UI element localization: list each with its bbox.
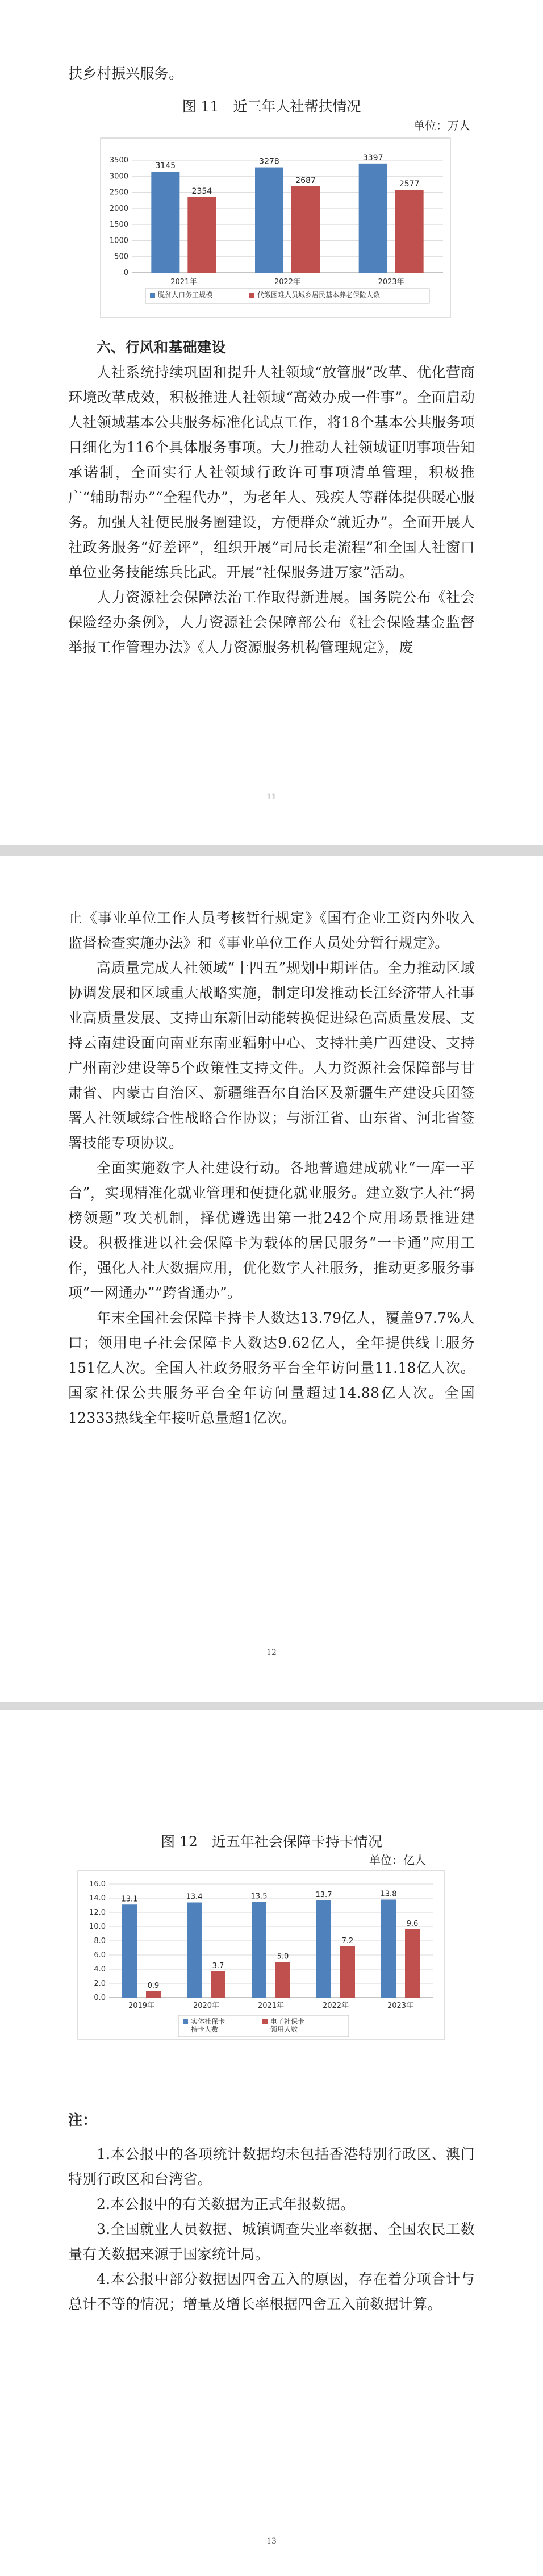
- x-tick-label: 2021年: [257, 2002, 285, 2010]
- note-item: 4.本公报中部分数据因四舍五入的原因，存在着分项合计与总计不等的情况；增量及增长率根据四舍五入前数据计算。: [68, 2271, 475, 2312]
- bar: [291, 186, 320, 273]
- figure-11-unit: 单位：万人: [413, 119, 470, 132]
- note-item: 2.本公报中的有关数据为正式年报数据。: [97, 2196, 355, 2212]
- figure-12-chart: [77, 1870, 446, 2041]
- page-12-body: [68, 906, 475, 1431]
- legend-swatch: [150, 293, 155, 298]
- bar: [187, 1903, 202, 1998]
- x-tick-label: 2022年: [274, 278, 301, 286]
- x-tick-label: 2023年: [378, 278, 404, 286]
- bar: [122, 1904, 137, 1998]
- y-tick-label: 12.0: [89, 1908, 106, 1917]
- legend-label: 实体社保卡: [191, 2018, 225, 2025]
- y-tick-label: 2500: [109, 188, 128, 197]
- y-tick-label: 10.0: [89, 1923, 106, 1931]
- section-title: 六、行风和基础建设: [97, 339, 226, 356]
- legend-label: 领用人数: [270, 2025, 298, 2033]
- x-tick-label: 2023年: [387, 2002, 414, 2010]
- legend-swatch: [249, 293, 254, 298]
- figure-11-title: 图 11 近三年人社帮扶情况: [182, 98, 361, 115]
- bar: [405, 1929, 420, 1998]
- paragraph: 年末全国社会保障卡持卡人数达13.79亿人，覆盖97.7%人口；领用电子社会保障卡人数达9.62亿人，全年提供线上服务151亿人次。全国人社政务服务平台全年访问量11.18亿人次。国家社保公共服务平台全年访问量超过14.88亿人次。全国12333热线全年接听总量超1亿次。: [68, 1310, 475, 1426]
- data-label: 13.8: [380, 1890, 397, 1899]
- bar: [381, 1900, 396, 1998]
- paragraph: 人力资源社会保障法治工作取得新进展。国务院公布《社会保险经办条例》，人力资源社会保障部公布《社会保险基金监督举报工作管理办法》《人力资源服务机构管理规定》，废: [68, 589, 475, 656]
- legend-label: 持卡人数: [191, 2025, 219, 2033]
- page-13: [0, 1710, 543, 2576]
- bar: [146, 1991, 161, 1998]
- legend-label: 脱贫人口务工规模: [158, 291, 213, 299]
- data-label: 0.9: [147, 1981, 160, 1990]
- figure-12-unit: 单位：亿人: [369, 1853, 426, 1867]
- paragraph: 止《事业单位工作人员考核暂行规定》《国有企业工资内外收入监督检查实施办法》和《事业单位工作人员处分暂行规定》。: [68, 910, 475, 951]
- figure-11-chart: [100, 137, 452, 319]
- x-tick-label: 2019年: [128, 2002, 155, 2010]
- paragraph: 人社系统持续巩固和提升人社领域“放管服”改革、优化营商环境改革成效，积极推进人社领域“高效办成一件事”。全面启动人社领域基本公共服务标准化试点工作，将18个基本公共服务项目细化为116个具体服务事项。大力推动人社领域证明事项告知承诺制，全面实行人社领域行政许可事项清单管理，积极推广“辅助帮办”“全程代办”，为老年人、残疾人等群体提供暖心服务。加强人社便民服务圈建设，方便群众“就近办”。全面开展人社政务服务“好差评”，组织开展“司局长走流程”和全国人社窗口单位业务技能练兵比武。开展“社保服务进万家”活动。: [68, 364, 475, 581]
- data-label: 2687: [295, 176, 316, 185]
- y-tick-label: 2000: [109, 204, 128, 213]
- data-label: 13.7: [315, 1890, 332, 1899]
- data-label: 2577: [399, 180, 420, 189]
- paragraph: 全面实施数字人社建设行动。各地普遍建成就业“一库一平台”，实现精准化就业管理和便捷化就业服务。建立数字人社“揭榜领题”攻关机制，择优遴选出第一批242个应用场景推进建设。积极推进以社会保障卡为载体的居民服务“一卡通”应用工作，强化人社大数据应用，优化数字人社服务，推动更多服务事项“一网通办”“跨省通办”。: [68, 1160, 475, 1301]
- y-tick-label: 0: [123, 269, 128, 277]
- data-label: 3145: [155, 161, 176, 171]
- page-11-lead-text: [68, 61, 475, 86]
- y-tick-label: 6.0: [94, 1951, 106, 1960]
- data-label: 3397: [362, 153, 383, 162]
- data-label: 3278: [259, 157, 279, 166]
- data-label: 13.1: [121, 1895, 138, 1904]
- bar: [255, 168, 283, 273]
- legend-label: 电子社保卡: [270, 2018, 305, 2025]
- x-tick-label: 2021年: [170, 278, 197, 286]
- y-tick-label: 16.0: [89, 1880, 106, 1889]
- bar: [359, 164, 387, 273]
- data-label: 5.0: [277, 1952, 289, 1961]
- y-tick-label: 3000: [109, 172, 128, 181]
- leading-line: 扶乡村振兴服务。: [68, 65, 183, 82]
- page-number: 13: [266, 2537, 277, 2546]
- y-tick-label: 8.0: [94, 1937, 106, 1945]
- bar: [275, 1962, 290, 1998]
- data-label: 13.5: [250, 1892, 268, 1901]
- legend-label: 代缴困难人员城乡居民基本养老保险人数: [257, 291, 381, 299]
- section-6-block: [68, 335, 475, 660]
- y-tick-label: 1000: [109, 236, 128, 245]
- x-tick-label: 2020年: [193, 2002, 220, 2010]
- y-tick-label: 500: [114, 252, 128, 261]
- legend-swatch: [183, 2019, 188, 2024]
- bar: [395, 190, 424, 273]
- y-tick-label: 3500: [109, 156, 128, 165]
- bar: [340, 1946, 355, 1998]
- y-tick-label: 1500: [109, 220, 128, 230]
- y-tick-label: 14.0: [89, 1894, 106, 1903]
- notes-block: [68, 2108, 475, 2317]
- bar: [252, 1902, 266, 1998]
- bar: [316, 1900, 331, 1998]
- page-12: [0, 856, 543, 1702]
- y-tick-label: 0.0: [94, 1994, 106, 2002]
- page-11: [0, 0, 543, 845]
- legend-swatch: [262, 2019, 268, 2024]
- y-tick-label: 4.0: [94, 1965, 106, 1974]
- bar: [151, 172, 179, 273]
- data-label: 13.4: [186, 1893, 203, 1902]
- bar: [187, 197, 216, 273]
- page-number: 11: [266, 793, 277, 802]
- data-label: 2354: [191, 186, 212, 196]
- note-item: 1.本公报中的各项统计数据均未包括香港特别行政区、澳门特别行政区和台湾省。: [68, 2146, 475, 2187]
- data-label: 3.7: [212, 1961, 224, 1970]
- paragraph: 高质量完成人社领域“十四五”规划中期评估。全力推动区域协调发展和区域重大战略实施，制定印发推动长江经济带人社事业高质量发展、支持山东新旧动能转换促进绿色高质量发展、支持云南建设面向南亚东南亚辐射中心、支持壮美广西建设、支持广州南沙建设等5个政策性支持文件。人力资源社会保障部与甘肃省、内蒙古自治区、新疆维吾尔自治区及新疆生产建设兵团签署人社领域综合性战略合作协议；与浙江省、山东省、河北省签署技能专项协议。: [68, 960, 475, 1151]
- data-label: 7.2: [341, 1937, 354, 1945]
- x-tick-label: 2022年: [322, 2002, 349, 2010]
- y-tick-label: 2.0: [94, 1979, 106, 1988]
- bar: [211, 1971, 225, 1998]
- page-number: 12: [266, 1648, 277, 1657]
- data-label: 9.6: [406, 1920, 419, 1928]
- note-item: 3.全国就业人员数据、城镇调查失业率数据、全国农民工数量有关数据来源于国家统计局。: [68, 2221, 475, 2262]
- figure-12-title: 图 12 近五年社会保障卡持卡情况: [161, 1833, 382, 1850]
- notes-title: 注：: [68, 2112, 97, 2128]
